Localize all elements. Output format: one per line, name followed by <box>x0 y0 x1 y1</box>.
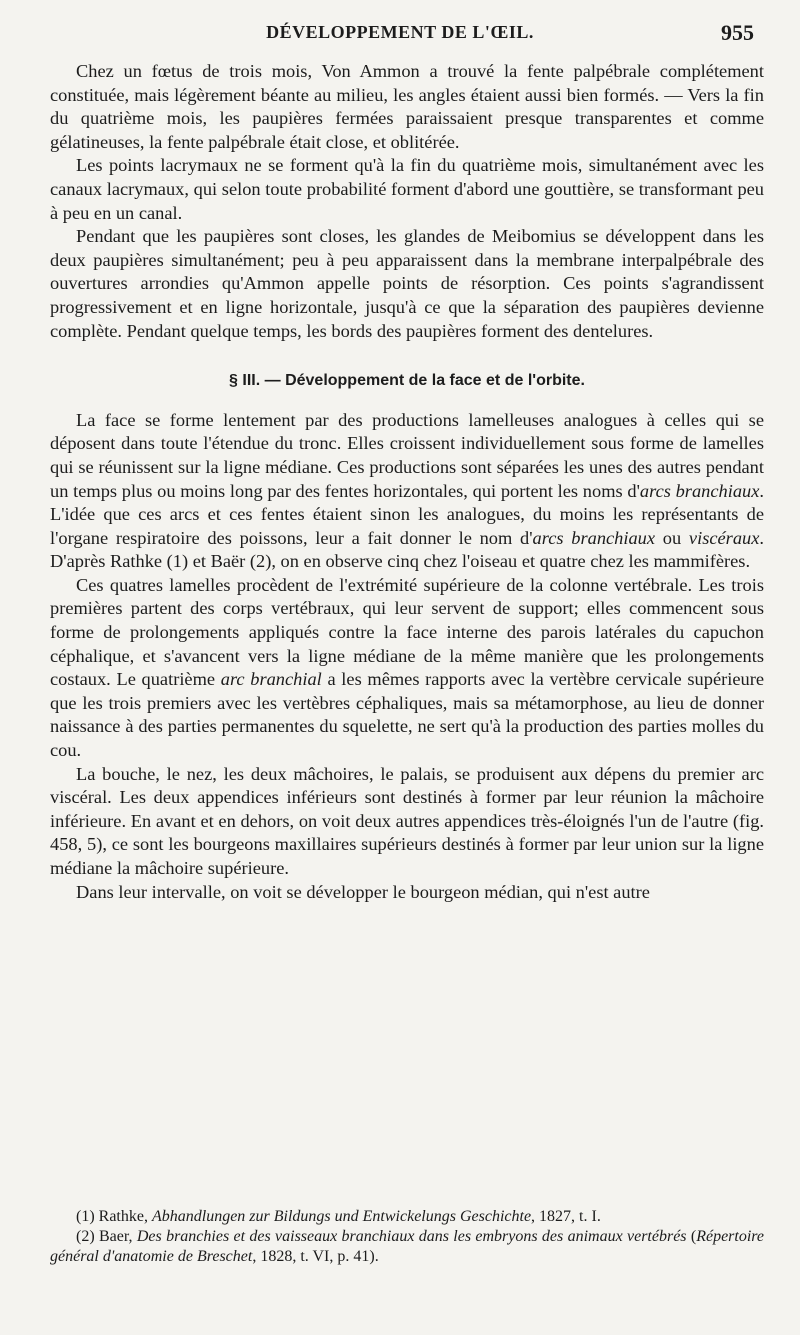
text-run: a les mêmes rapports avec la vertèbre cervicale supérieure que les trois premiers avec les vertèbres céphaliques, mais sa métamorphose, au lieu de donner naissance à des parties permanentes du squelette, ne sert qu'à la production des parties molles du cou. <box>50 669 764 761</box>
paragraph: Chez un fœtus de trois mois, Von Ammon a trouvé la fente palpébrale complétement constituée, mais légèrement béante au milieu, les angles étaient aussi bien formés. — Vers la fin du quatrième mois, les paupières fermées paraissaient presque transparentes et comme gélatineuses, la fente palpébrale était close, et oblitérée. <box>50 61 764 152</box>
paragraph <box>50 574 764 763</box>
paragraph: Dans leur intervalle, on voit se développer le bourgeon médian, qui n'est autre <box>76 881 650 902</box>
body-text <box>50 60 764 904</box>
text-run: , 1827, t. I. <box>531 1208 601 1225</box>
italic-term: viscéraux <box>688 527 760 548</box>
italic-title: Des branchies et des vaisseaux branchiaux dans les embryons des animaux vertébrés <box>136 1228 687 1245</box>
text-run: La face se forme lentement par des productions lamelleuses analogues à celles qui se déposent dans toute l'étendue du tronc. Elles croissent individuellement sous forme de lamelles qui se réunissent sur la ligne médiane. Ces productions sont séparées les unes des autres pendant un temps plus ou moins long par des fentes horizontales, qui portent les noms d' <box>50 409 764 501</box>
page-number: 955 <box>721 20 754 45</box>
italic-term: arcs branchiaux <box>532 527 656 548</box>
paragraph: Les points lacrymaux ne se forment qu'à la fin du quatrième mois, simultanément avec les canaux lacrymaux, qui selon toute probabilité forment d'abord une gouttière, se transformant peu à peu en un canal. <box>50 155 764 223</box>
paragraph <box>50 409 764 574</box>
footnote <box>50 1227 764 1267</box>
footnote <box>50 1207 764 1227</box>
page-header <box>0 14 800 54</box>
text-run: , 1828, t. VI, p. 41). <box>252 1248 379 1265</box>
text-run: Ces quatres lamelles procèdent de l'extrémité supérieure de la colonne vertébrale. Les trois premières partent des corps vertébraux, qui leur servent de support; elles commencent sous forme de prolongements appliqués contre la face interne des parois latérales du capuchon céphalique, et s'avancent vers la ligne médiane de la même manière que les prolongements costaux. Le quatrième <box>50 574 764 690</box>
text-run: (2) Baer, <box>76 1228 137 1245</box>
paragraph: Pendant que les paupières sont closes, les glandes de Meibomius se développent dans les deux paupières simultanément; peu à peu apparaissent dans la membrane interpalpébrale des ouvertures arrondies qu'Ammon appelle points de résorption. Ces points s'agrandissent progressivement et en ligne horizontale, jusqu'à ce que la séparation des paupières devienne complète. Pendant quelque temps, les bords des paupières forment des dentelures. <box>50 226 764 341</box>
text-run: ou <box>655 527 689 548</box>
text-run: . L'idée que ces arcs et ces fentes étaient sinon les analogues, du moins les représentants de l'organe respiratoire des poissons, leur a fait donner le nom d' <box>50 480 764 548</box>
running-head: DÉVELOPPEMENT DE L'ŒIL. <box>266 22 534 42</box>
italic-title: Abhandlungen zur Bildungs und Entwickelungs Geschichte <box>151 1208 532 1225</box>
footnotes <box>50 1207 764 1267</box>
paragraph: La bouche, le nez, les deux mâchoires, le palais, se produisent aux dépens du premier arc viscéral. Les deux appendices inférieurs sont destinés à former par leur réunion la mâchoire inférieure. En avant et en dehors, on voit deux autres appendices très-éloignés l'un de l'autre (fig. 458, 5), ce sont les bourgeons maxillaires supérieurs destinés à former par leur union sur la ligne médiane la mâchoire supérieure. <box>50 763 764 878</box>
italic-title: Répertoire général d'anatomie de Breschet <box>50 1228 765 1265</box>
section-heading: § III. — Développement de la face et de l'orbite. <box>229 372 585 390</box>
text-run: ( <box>686 1228 697 1245</box>
italic-term: arc branchial <box>220 669 322 690</box>
italic-term: arcs branchiaux <box>639 480 760 501</box>
text-run: . D'après Rathke (1) et Baër (2), on en observe cinq chez l'oiseau et quatre chez les mammifères. <box>50 527 764 572</box>
text-run: (1) Rathke, <box>76 1208 152 1225</box>
